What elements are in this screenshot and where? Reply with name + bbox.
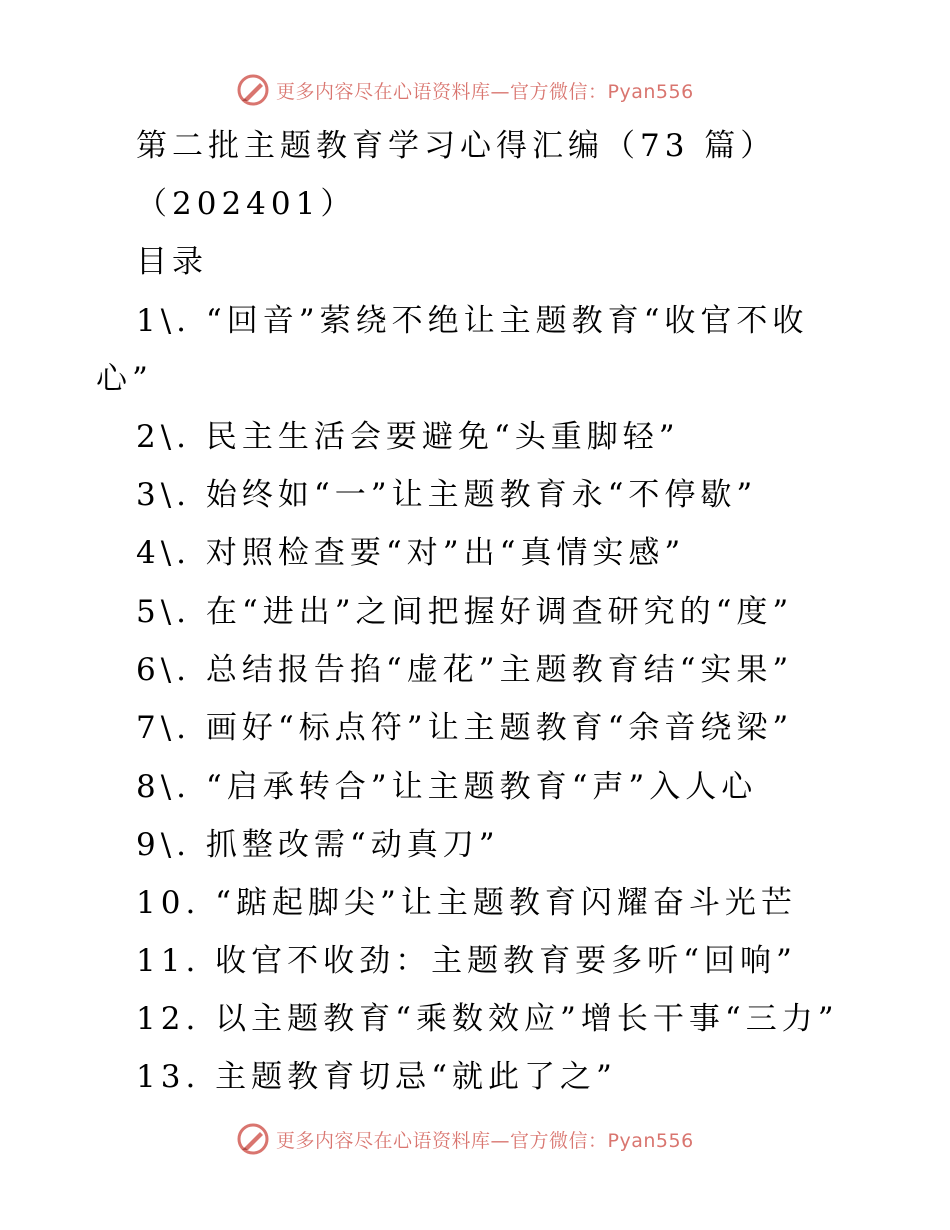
toc-item: 8\. “启承转合”让主题教育“声”入人心 — [136, 769, 758, 805]
document-date: （202401） — [136, 186, 357, 222]
watermark-text: 更多内容尽在心语资料库—官方微信：Pyan556 — [276, 1129, 694, 1152]
pen-logo-icon — [236, 1122, 270, 1156]
toc-item: 5\. 在“进出”之间把握好调查研究的“度” — [136, 594, 794, 630]
document-title: 第二批主题教育学习心得汇编（73 篇） — [136, 128, 777, 164]
toc-item: 6\. 总结报告掐“虚花”主题教育结“实果” — [136, 652, 794, 688]
toc-item: 7\. 画好“标点符”让主题教育“余音绕梁” — [136, 710, 794, 746]
toc-item-continuation: 心” — [96, 361, 153, 397]
toc-item: 1\. “回音”萦绕不绝让主题教育“收官不收 — [136, 303, 809, 339]
pen-logo-icon — [236, 73, 270, 107]
toc-item: 10. “踮起脚尖”让主题教育闪耀奋斗光芒 — [136, 885, 797, 921]
watermark-header — [236, 72, 694, 108]
toc-item: 3\. 始终如“一”让主题教育永“不停歇” — [136, 477, 758, 513]
watermark-text: 更多内容尽在心语资料库—官方微信：Pyan556 — [276, 80, 694, 103]
toc-item: 12. 以主题教育“乘数效应”增长干事“三力” — [136, 1001, 839, 1037]
watermark-footer — [236, 1121, 694, 1157]
toc-item: 2\. 民主生活会要避免“头重脚轻” — [136, 419, 680, 455]
toc-item: 4\. 对照检查要“对”出“真情实感” — [136, 535, 686, 571]
toc-item: 13. 主题教育切忌“就此了之” — [136, 1059, 617, 1095]
toc-heading: 目录 — [136, 244, 208, 280]
toc-item: 11. 收官不收劲：主题教育要多听“回响” — [136, 943, 797, 979]
toc-item: 9\. 抓整改需“动真刀” — [136, 827, 500, 863]
